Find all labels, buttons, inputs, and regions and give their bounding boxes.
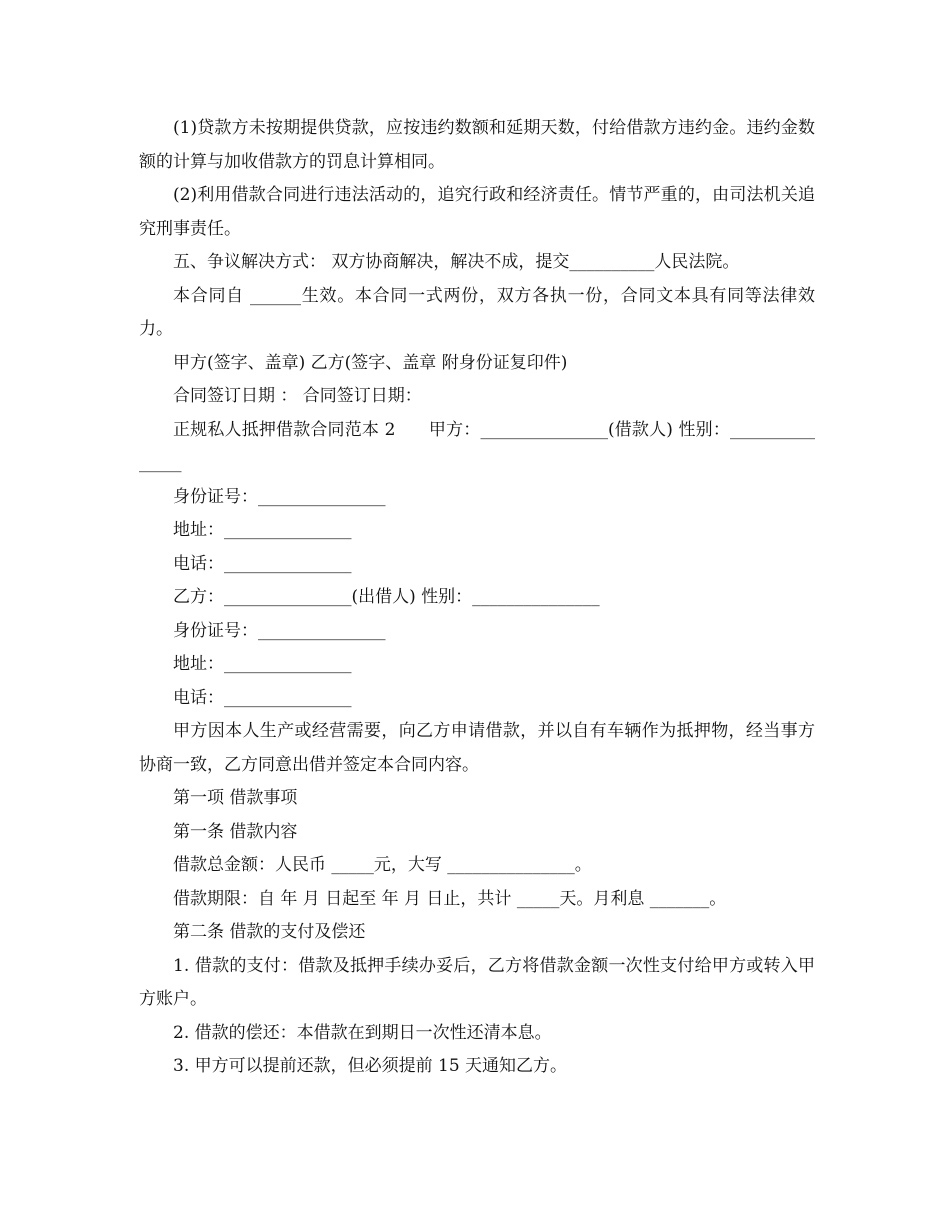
article-heading-payment-repayment: 第二条 借款的支付及偿还 — [173, 922, 366, 942]
party-b-phone: 电话：_______________ — [173, 687, 352, 708]
article-heading-loan-content: 第一条 借款内容 — [173, 821, 298, 842]
loan-total-amount: 借款总金额：人民币 _____元，大写 _______________。 — [173, 855, 592, 875]
paragraph-template2-party-a: 正规私人抵押借款合同范本 2 甲方：_______________(借款人) 性别：_______________ — [139, 419, 815, 473]
paragraph-illegal-use: (2)利用借款合同进行违法活动的，追究行政和经济责任。情节严重的，由司法机关追究刑事责任。 — [139, 185, 815, 239]
clause-early-repayment: 3. 甲方可以提前还款，但必须提前 15 天通知乙方。 — [173, 1056, 568, 1076]
section-heading-loan-matters: 第一项 借款事项 — [173, 788, 298, 808]
paragraph-loan-purpose: 甲方因本人生产或经营需要，向乙方申请借款，并以自有车辆作为抵押物，经当事方协商一致，乙方同意出借并签定本合同内容。 — [139, 721, 815, 775]
party-b-id-number: 身份证号：_______________ — [173, 620, 386, 641]
party-b-lender: 乙方：_______________(出借人) 性别：_______________ — [173, 587, 600, 607]
document-body — [139, 112, 815, 1084]
party-a-address: 地址：_______________ — [173, 520, 352, 540]
party-a-phone: 电话：_______________ — [173, 553, 352, 574]
paragraph-effectiveness: 本合同自 ______生效。本合同一式两份，双方各执一份，合同文本具有同等法律效力。 — [139, 285, 815, 339]
clause-loan-repayment: 2. 借款的偿还：本借款在到期日一次性还清本息。 — [173, 1022, 552, 1043]
paragraph-signing-date: 合同签订日期 ： 合同签订日期： — [173, 386, 422, 406]
party-a-id-number: 身份证号：_______________ — [173, 486, 386, 507]
loan-term: 借款期限：自 年 月 日起至 年 月 日止，共计 _____天。月利息 _______。 — [173, 888, 727, 909]
clause-loan-payment: 1. 借款的支付：借款及抵押手续办妥后，乙方将借款金额一次性支付给甲方或转入甲方账户。 — [139, 955, 815, 1009]
party-b-address: 地址：_______________ — [173, 654, 352, 674]
paragraph-dispute-resolution: 五、争议解决方式： 双方协商解决，解决不成，提交__________人民法院。 — [173, 252, 740, 272]
paragraph-breach-lender: (1)贷款方未按期提供贷款，应按违约数额和延期天数，付给借款方违约金。违约金数额的计算与加收借款方的罚息计算相同。 — [139, 118, 815, 172]
paragraph-signatures: 甲方(签字、盖章) 乙方(签字、盖章 附身份证复印件) — [173, 352, 568, 373]
